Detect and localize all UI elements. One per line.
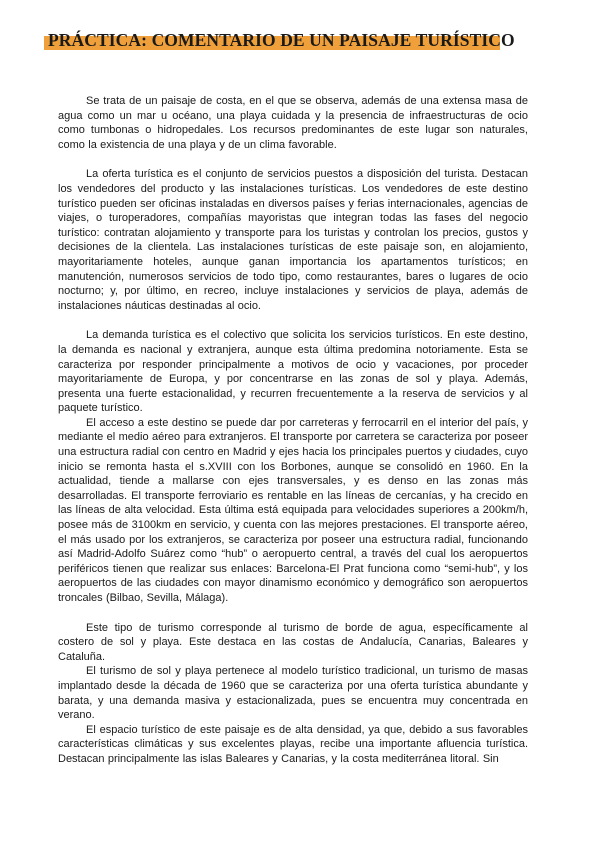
paragraph-paisaje: Se trata de un paisaje de costa, en el que se observa, además de una extensa masa de agua como un mar u océano, una playa cuidada y la presencia de infraestructuras de ocio como tumbonas o hidropedales. Los recursos predominantes de este lugar son naturales, como la existencia de una playa y de un clima favorable.: [58, 95, 528, 151]
paragraph-demanda: La demanda turística es el colectivo que solicita los servicios turísticos. En este destino, la demanda es nacional y extranjera, aunque esta última predomina notoriamente. Esta se caracteriza por responder principalmente a motivos de ocio y vacaciones, por proceder mayoritariamente de Europa, y por concentrarse en las zonas de sol y playa. Además, presenta una fuerte estacionalidad, y recurren frecuentemente a la reserva de servicios y al paquete turístico.: [58, 329, 528, 415]
paragraph-acceso: El acceso a este destino se puede dar por carreteras y ferrocarril en el interior del país, y mediante el medio aéreo para extranjeros. El transporte por carretera se caracteriza por poseer una estructura radial con centro en Madrid y ejes hacia los principales puertos y ciudades, cuyo inicio se remonta hasta el s.XVIII con los Borbones, aunque se consolidó en 1960. En la actualidad, tiende a mallarse con ejes transversales, y es denso en las zonas más desarrolladas. El transporte ferroviario es rentable en las líneas de cercanías, y ha crecido en las líneas de alta velocidad. Esta última está equipada para velocidades superiores a 200km/h, posee más de 3100km en servicio, y cuenta con las mejores prestaciones. El transporte aéreo, el más usado por los extranjeros, se caracteriza por poseer una estructura radial, funcionando así Madrid-Adolfo Suárez como “hub” o aeropuerto central, a través del cual los aeropuertos periféricos tienen que realizar sus enlaces: Barcelona-El Prat funciona como “semi-hub”, y los aeropuertos de las ciudades con mayor dinamismo económico y demográfico son aeropuertos troncales (Bilbao, Sevilla, Málaga).: [58, 416, 528, 604]
page-title: PRÁCTICA: COMENTARIO DE UN PAISAJE TURÍSTICO: [48, 30, 515, 50]
document-body: [58, 94, 528, 767]
paragraph-tipo-turismo: Este tipo de turismo corresponde al turismo de borde de agua, específicamente al costero de sol y playa. Este destaca en las costas de Andalucía, Canarias, Baleares y Cataluña.: [58, 621, 528, 663]
paragraph-oferta: La oferta turística es el conjunto de servicios puestos a disposición del turista. Destacan los vendedores del producto y las instalaciones turísticas. Los vendedores de este destino turístico pueden ser oficinas instaladas en diversos países y ferias internacionales, agencias de viajes, o turoperadores, compañías mayoristas que integran todas las fases del negocio turístico: contratan alojamiento y transporte para los turistas y controlan los precios, gustos y decisiones de la clientela. Las instalaciones turísticas de este paisaje son, en alojamiento, mayoritariamente hoteles, aunque ganan importancia los apartamentos turísticos; en manutención, numerosos servicios de todo tipo, como restaurantes, bares o lugares de ocio nocturno; y, por último, en recreo, incluye instalaciones y servicios de playa, además de instalaciones náuticas destinadas al ocio.: [58, 168, 528, 312]
paragraph-sol-playa: El turismo de sol y playa pertenece al modelo turístico tradicional, un turismo de masas implantado desde la década de 1960 que se caracteriza por una oferta turística abundante y barata, y una demanda masiva y estacionalizada, pues se encuentra muy concentrada en verano.: [58, 665, 528, 722]
paragraph-espacio: El espacio turístico de este paisaje es de alta densidad, ya que, debido a sus favorables características climáticas y sus excelentes playas, recibe una importante afluencia turística. Destacan principalmente las islas Baleares y Canarias, y la costa mediterránea litoral. Sin: [58, 723, 528, 765]
